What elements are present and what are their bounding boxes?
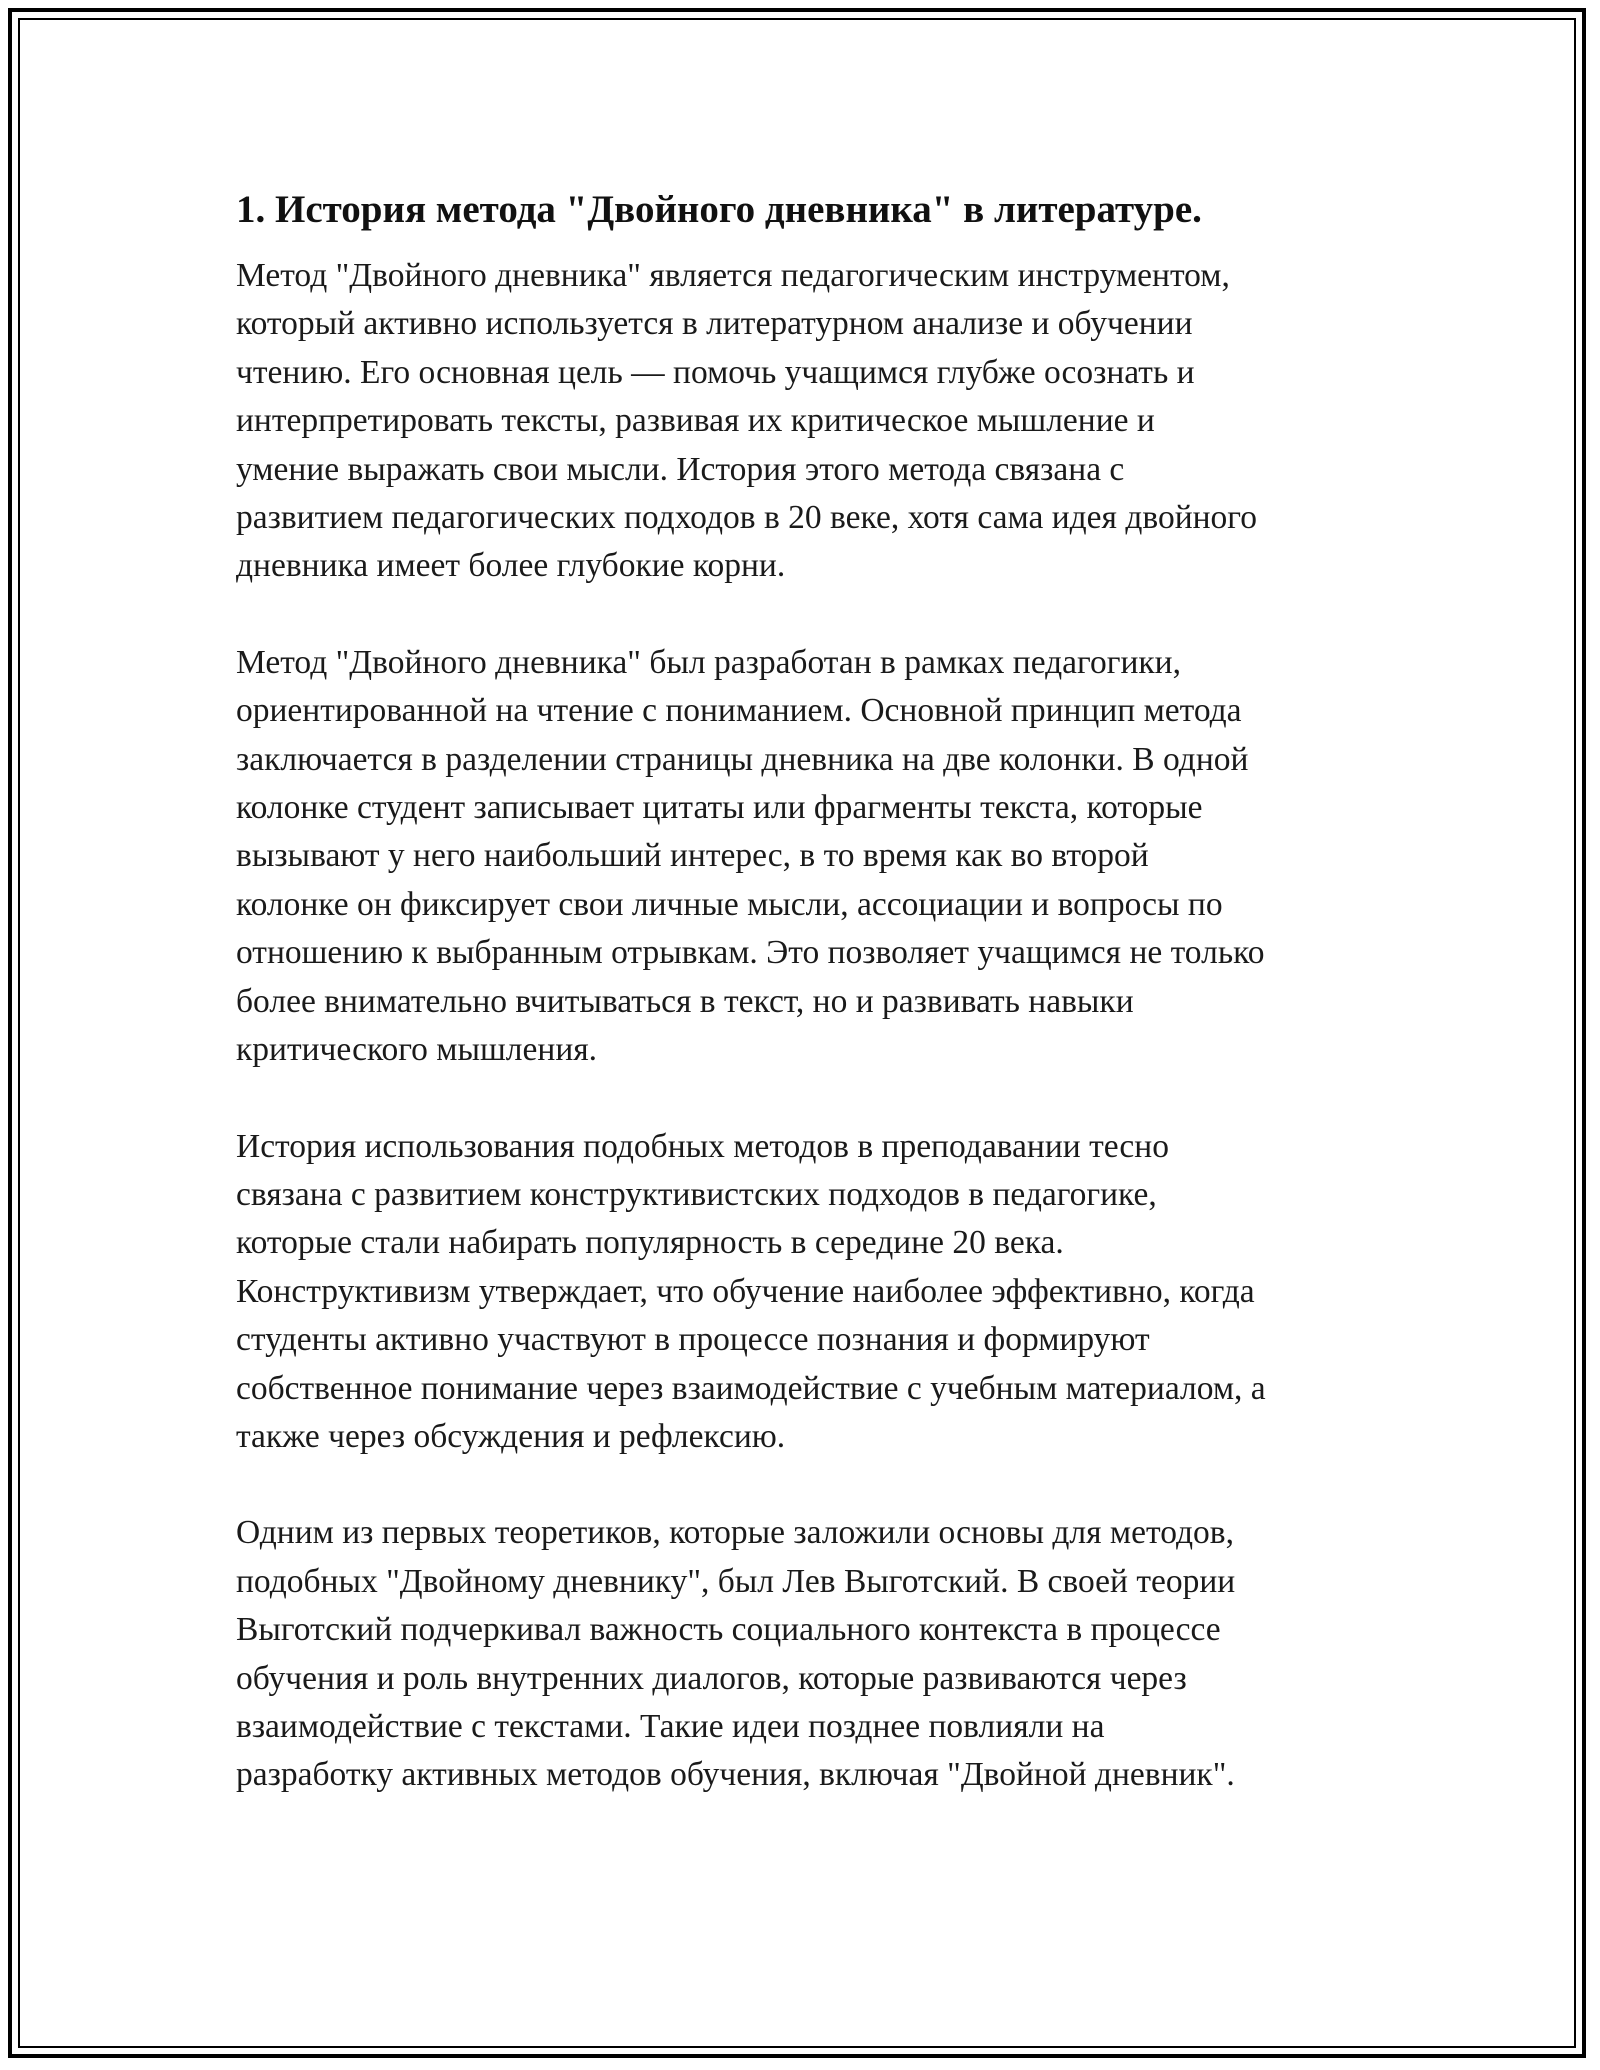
- text-line: взаимодействие с текстами. Такие идеи позднее повлияли на: [236, 1707, 1105, 1745]
- text-line: который активно используется в литературном анализе и обучении: [236, 305, 1193, 343]
- text-line: подобных "Двойному дневнику", был Лев Выготский. В своей теории: [236, 1562, 1236, 1600]
- text-line: Выготский подчеркивал важность социального контекста в процессе: [236, 1611, 1221, 1649]
- text-line: студенты активно участвуют в процессе познания и формируют: [236, 1321, 1150, 1359]
- text-line: которые стали набирать популярность в середине 20 века.: [236, 1224, 1064, 1262]
- section-heading: 1. История метода "Двойного дневника" в литературе.: [236, 188, 1202, 231]
- text-line: отношению к выбранным отрывкам. Это позволяет учащимся не только: [236, 934, 1265, 972]
- text-line: развитием педагогических подходов в 20 веке, хотя сама идея двойного: [236, 499, 1257, 537]
- text-line: Метод "Двойного дневника" является педагогическим инструментом,: [236, 257, 1230, 294]
- text-line: также через обсуждения и рефлексию.: [236, 1417, 786, 1455]
- text-line: История использования подобных методов в преподавании тесно: [236, 1127, 1169, 1165]
- text-line: критического мышления.: [236, 1031, 598, 1069]
- text-line: чтению. Его основная цель — помочь учащимся глубже осознать и: [236, 353, 1195, 391]
- text-line: колонке он фиксирует свои личные мысли, ассоциации и вопросы по: [236, 885, 1223, 923]
- text-line: связана с развитием конструктивистских подходов в педагогике,: [236, 1175, 1157, 1213]
- text-line: Одним из первых теоретиков, которые заложили основы для методов,: [236, 1514, 1234, 1552]
- document-body: [236, 184, 1376, 1848]
- text-line: разработку активных методов обучения, включая "Двойной дневник".: [236, 1756, 1235, 1794]
- text-line: заключается в разделении страницы дневника на две колонки. В одной: [236, 740, 1249, 778]
- paragraph-4: [236, 1509, 1376, 1799]
- text-line: ориентированной на чтение с пониманием. Основной принцип метода: [236, 692, 1242, 730]
- text-line: колонке студент записывает цитаты или фрагменты текста, которые: [236, 789, 1203, 827]
- text-line: дневника имеет более глубокие корни.: [236, 547, 786, 585]
- paragraph-1: [236, 252, 1376, 591]
- text-line: более внимательно вчитываться в текст, но и развивать навыки: [236, 982, 1134, 1020]
- text-line: Конструктивизм утверждает, что обучение наиболее эффективно, когда: [236, 1272, 1255, 1310]
- text-line: интерпретировать тексты, развивая их критическое мышление и: [236, 402, 1155, 440]
- text-line: Метод "Двойного дневника" был разработан в рамках педагогики,: [236, 643, 1181, 681]
- text-line: умение выражать свои мысли. История этого метода связана с: [236, 450, 1125, 488]
- paragraph-3: [236, 1123, 1376, 1462]
- text-line: обучения и роль внутренних диалогов, которые развиваются через: [236, 1659, 1187, 1697]
- paragraph-2: [236, 639, 1376, 1075]
- text-line: вызывают у него наибольший интерес, в то время как во второй: [236, 837, 1149, 875]
- text-line: собственное понимание через взаимодействие с учебным материалом, а: [236, 1369, 1266, 1407]
